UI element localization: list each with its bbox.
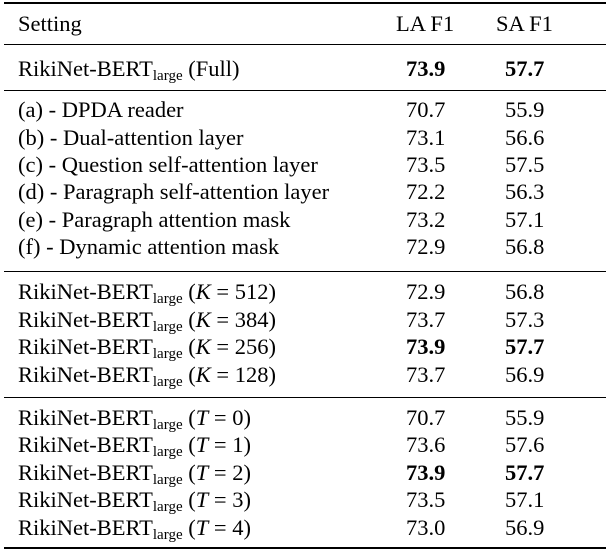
la-value: 72.9 bbox=[406, 234, 446, 259]
k-value: = 384) bbox=[210, 307, 276, 332]
sa-value: 57.6 bbox=[505, 432, 545, 457]
model-name: RikiNet-BERT bbox=[18, 432, 153, 457]
sa-value: 56.8 bbox=[505, 279, 545, 304]
k-value: = 256) bbox=[210, 334, 276, 359]
header-sa-f1: SA F1 bbox=[496, 11, 553, 36]
la-value: 70.7 bbox=[406, 405, 446, 430]
paren-open: ( bbox=[182, 515, 196, 540]
full-rule bbox=[4, 90, 606, 91]
sa-value: 56.9 bbox=[505, 362, 545, 387]
sa-value: 56.8 bbox=[505, 234, 545, 259]
t-setting-label bbox=[18, 404, 251, 431]
k-setting-label bbox=[18, 361, 276, 388]
k-variable: K bbox=[195, 362, 211, 387]
t-value: = 4) bbox=[208, 515, 251, 540]
sa-value: 57.3 bbox=[505, 307, 545, 332]
paren-open: ( bbox=[182, 405, 196, 430]
model-subscript: large bbox=[152, 527, 183, 543]
la-value: 73.7 bbox=[406, 307, 446, 332]
t-setting-label bbox=[18, 514, 251, 541]
table-row bbox=[0, 96, 610, 123]
model-subscript: large bbox=[152, 499, 183, 515]
header-rule bbox=[4, 44, 606, 45]
la-value: 73.9 bbox=[406, 334, 446, 359]
model-name: RikiNet-BERT bbox=[18, 487, 153, 512]
sa-value: 55.9 bbox=[505, 97, 545, 122]
k-setting-label bbox=[18, 333, 276, 360]
sa-value: 57.7 bbox=[505, 460, 545, 485]
table-row bbox=[0, 361, 610, 388]
model-subscript: large bbox=[152, 444, 183, 460]
model-subscript: large bbox=[152, 291, 183, 307]
t-value: = 1) bbox=[208, 432, 251, 457]
sa-value: 56.3 bbox=[505, 179, 545, 204]
table-row bbox=[0, 431, 610, 458]
paren-open: ( bbox=[182, 487, 196, 512]
table-row bbox=[0, 404, 610, 431]
paren-open: ( bbox=[182, 307, 196, 332]
k-setting-label bbox=[18, 306, 276, 333]
k-variable: K bbox=[195, 307, 211, 332]
table-row bbox=[0, 278, 610, 305]
ablation-rule bbox=[4, 271, 606, 272]
table-row bbox=[0, 486, 610, 513]
la-value: 70.7 bbox=[406, 97, 446, 122]
full-model-label bbox=[18, 55, 240, 82]
model-subscript: large bbox=[152, 346, 183, 362]
sa-value: 56.9 bbox=[505, 515, 545, 540]
paren-open: ( bbox=[182, 279, 196, 304]
la-value: 73.0 bbox=[406, 515, 446, 540]
k-value: = 512) bbox=[210, 279, 276, 304]
model-name: RikiNet-BERT bbox=[18, 279, 153, 304]
sa-value: 57.7 bbox=[505, 334, 545, 359]
la-value: 72.9 bbox=[406, 279, 446, 304]
ablation-label: (f) - Dynamic attention mask bbox=[18, 234, 280, 259]
header-la-f1: LA F1 bbox=[396, 11, 455, 36]
model-subscript: large bbox=[152, 319, 183, 335]
table-row bbox=[0, 306, 610, 333]
model-subscript: large bbox=[152, 417, 183, 433]
header-setting: Setting bbox=[18, 11, 82, 36]
table-row bbox=[0, 233, 610, 260]
paren-open: ( bbox=[182, 362, 196, 387]
t-variable: T bbox=[195, 405, 209, 430]
t-value: = 3) bbox=[208, 487, 251, 512]
sa-value: 57.1 bbox=[505, 207, 545, 232]
t-variable: T bbox=[195, 487, 209, 512]
la-value: 73.7 bbox=[406, 362, 446, 387]
la-value: 73.2 bbox=[406, 207, 446, 232]
table-row bbox=[0, 514, 610, 541]
sa-value: 57.5 bbox=[505, 152, 545, 177]
la-value: 73.5 bbox=[406, 152, 446, 177]
k-setting-label bbox=[18, 278, 276, 305]
header-row bbox=[0, 10, 610, 37]
table-row bbox=[0, 459, 610, 486]
sa-value: 56.6 bbox=[505, 125, 545, 150]
model-subscript: large bbox=[152, 472, 183, 488]
model-name: RikiNet-BERT bbox=[18, 460, 153, 485]
t-value: = 2) bbox=[208, 460, 251, 485]
ablation-label: (e) - Paragraph attention mask bbox=[18, 207, 291, 232]
k-value: = 128) bbox=[210, 362, 276, 387]
t-variable: T bbox=[195, 460, 209, 485]
table-row bbox=[0, 333, 610, 360]
sa-value: 57.1 bbox=[505, 487, 545, 512]
ablation-label: (b) - Dual-attention layer bbox=[18, 125, 244, 150]
sa-value: 55.9 bbox=[505, 405, 545, 430]
ablation-label: (a) - DPDA reader bbox=[18, 97, 184, 122]
k-variable: K bbox=[195, 279, 211, 304]
la-value: 73.5 bbox=[406, 487, 446, 512]
full-la-value: 73.9 bbox=[406, 56, 446, 81]
la-value: 73.1 bbox=[406, 125, 446, 150]
la-value: 73.9 bbox=[406, 460, 446, 485]
full-suffix: (Full) bbox=[182, 56, 240, 81]
model-name: RikiNet-BERT bbox=[18, 307, 153, 332]
bottom-rule bbox=[4, 547, 606, 549]
paren-open: ( bbox=[182, 432, 196, 457]
ablation-label: (c) - Question self-attention layer bbox=[18, 152, 318, 177]
model-name: RikiNet-BERT bbox=[18, 362, 153, 387]
table-row bbox=[0, 124, 610, 151]
t-variable: T bbox=[195, 515, 209, 540]
k-rule bbox=[4, 397, 606, 398]
model-subscript: large bbox=[152, 374, 183, 390]
model-name: RikiNet-BERT bbox=[18, 405, 153, 430]
t-setting-label bbox=[18, 486, 251, 513]
t-setting-label bbox=[18, 431, 251, 458]
full-model-row bbox=[0, 55, 610, 82]
la-value: 73.6 bbox=[406, 432, 446, 457]
model-name: RikiNet-BERT bbox=[18, 515, 153, 540]
table-row bbox=[0, 178, 610, 205]
model-name: RikiNet-BERT bbox=[18, 334, 153, 359]
t-setting-label bbox=[18, 459, 251, 486]
model-name: RikiNet-BERT bbox=[18, 56, 153, 81]
ablation-label: (d) - Paragraph self-attention layer bbox=[18, 179, 330, 204]
k-variable: K bbox=[195, 334, 211, 359]
paren-open: ( bbox=[182, 334, 196, 359]
full-sa-value: 57.7 bbox=[505, 56, 545, 81]
table-row bbox=[0, 206, 610, 233]
top-rule bbox=[4, 2, 606, 4]
la-value: 72.2 bbox=[406, 179, 446, 204]
model-subscript: large bbox=[152, 68, 183, 84]
table-row bbox=[0, 151, 610, 178]
t-variable: T bbox=[195, 432, 209, 457]
t-value: = 0) bbox=[208, 405, 251, 430]
paren-open: ( bbox=[182, 460, 196, 485]
